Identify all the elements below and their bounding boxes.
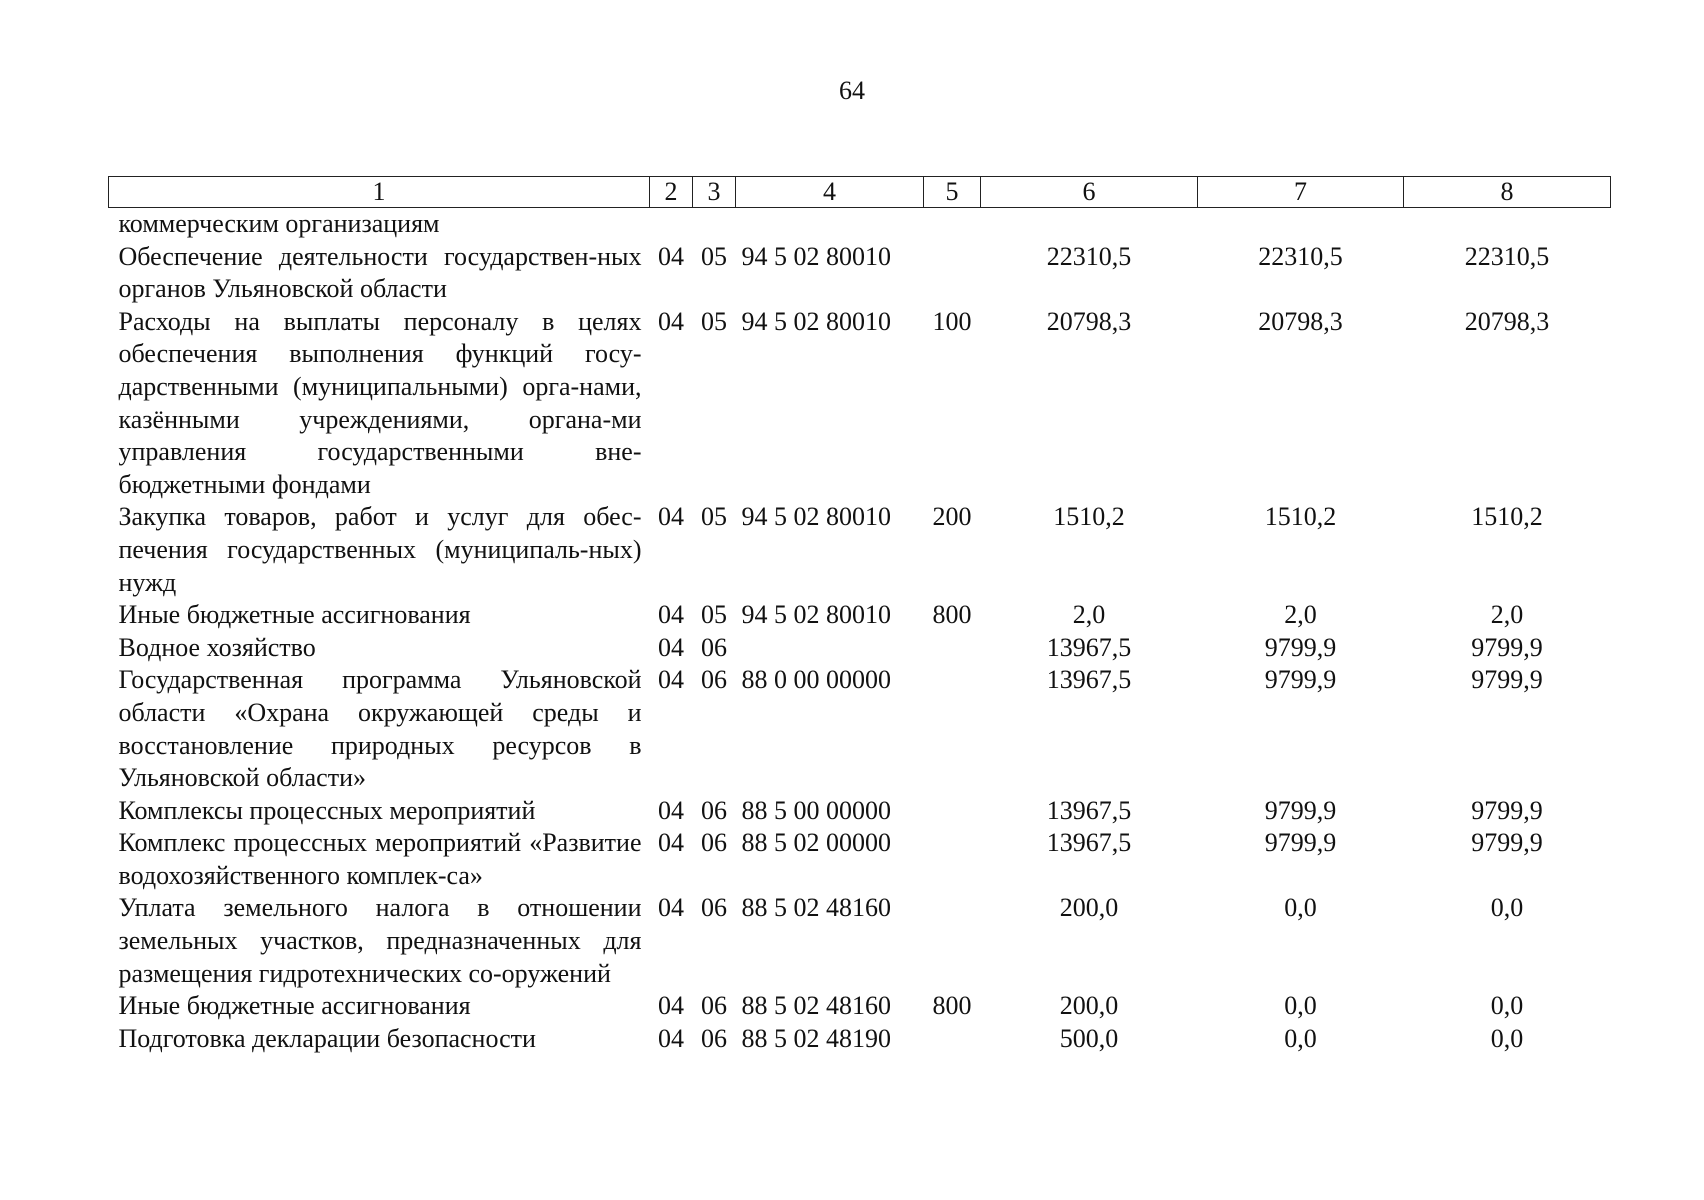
row-description: Комплекс процессных мероприятий «Развитие водохозяйственного комплек-са»: [118, 828, 642, 890]
section-code: 04: [658, 241, 684, 271]
row-description: Иные бюджетные ассигнования: [118, 991, 471, 1021]
amount-year-2: 2,0: [1284, 600, 1317, 630]
amount-year-3: 9799,9: [1471, 828, 1543, 858]
amount-year-3: 20798,3: [1464, 306, 1550, 336]
expense-type-code: 100: [932, 306, 972, 336]
table-row: [109, 892, 1611, 990]
target-article-code: 88 5 00 00000: [741, 795, 891, 825]
amount-year-2: 20798,3: [1258, 306, 1343, 336]
expense-type-code: [924, 892, 981, 990]
column-header: 3: [693, 177, 736, 208]
section-code: 04: [658, 1023, 684, 1053]
table-row: [109, 827, 1611, 892]
target-article-code: 94 5 02 80010: [741, 600, 891, 630]
table-row: [109, 795, 1611, 828]
section-code: [650, 208, 693, 241]
amount-year-3: 0,0: [1490, 893, 1524, 923]
amount-year-3: 9799,9: [1471, 795, 1543, 825]
row-description: коммерческим организациям: [118, 209, 440, 238]
table-header-row: [109, 177, 1611, 208]
section-code: 04: [658, 600, 684, 630]
column-header: 5: [924, 177, 981, 208]
amount-year-1: [981, 208, 1198, 241]
target-article-code: 88 5 02 48190: [741, 1023, 891, 1053]
amount-year-1: 200,0: [1059, 991, 1119, 1021]
amount-year-1: 200,0: [1059, 893, 1119, 923]
column-header: 4: [736, 177, 924, 208]
amount-year-3: 9799,9: [1471, 632, 1543, 662]
amount-year-3: [1404, 208, 1611, 241]
table-body: [109, 208, 1611, 1056]
expense-type-code: 800: [932, 600, 972, 630]
amount-year-2: [1198, 208, 1404, 241]
section-code: 04: [658, 893, 684, 923]
target-article-code: [736, 208, 924, 241]
column-header: 8: [1404, 177, 1611, 208]
amount-year-2: 0,0: [1284, 1023, 1317, 1053]
amount-year-2: 9799,9: [1264, 632, 1337, 662]
section-code: 04: [658, 828, 684, 858]
amount-year-3: 0,0: [1490, 1023, 1524, 1053]
column-header: 7: [1198, 177, 1404, 208]
amount-year-2: 1510,2: [1264, 502, 1337, 532]
target-article-code: 88 5 02 00000: [741, 828, 891, 858]
expense-type-code: 800: [932, 991, 972, 1021]
subsection-code: 06: [701, 991, 727, 1021]
amount-year-1: 1510,2: [1053, 502, 1125, 532]
expense-type-code: [924, 795, 981, 828]
page-number: 64: [839, 76, 865, 105]
amount-year-1: 13967,5: [1046, 828, 1132, 858]
subsection-code: 06: [701, 795, 727, 825]
expense-type-code: [924, 827, 981, 892]
amount-year-3: 2,0: [1490, 600, 1524, 630]
expense-type-code: 200: [932, 502, 972, 532]
column-header: 6: [981, 177, 1198, 208]
target-article-code: [736, 632, 924, 665]
section-code: 04: [658, 306, 684, 336]
subsection-code: 05: [701, 306, 727, 336]
row-description: Уплата земельного налога в отношении земельных участков, предназначенных для размещения гидротехнических со-оружений: [118, 893, 642, 988]
amount-year-3: 9799,9: [1471, 665, 1543, 695]
amount-year-2: 9799,9: [1264, 665, 1337, 695]
subsection-code: 06: [701, 1023, 727, 1053]
amount-year-3: 22310,5: [1464, 241, 1550, 271]
row-description: Подготовка декларации безопасности: [118, 1023, 536, 1053]
row-description: Расходы на выплаты персоналу в целях обеспечения выполнения функций госу-дарственными (муниципальными) орга-нами, казёнными учреждениями, органа-ми управления государственными вне-бюджетными фондами: [118, 306, 642, 499]
subsection-code: 06: [701, 828, 727, 858]
table-row: [109, 306, 1611, 502]
row-description: Обеспечение деятельности государствен-ных органов Ульяновской области: [118, 241, 642, 304]
subsection-code: 06: [701, 893, 727, 923]
subsection-code: 05: [701, 600, 727, 630]
amount-year-1: 13967,5: [1046, 795, 1132, 825]
expense-type-code: [924, 208, 981, 241]
table-row: [109, 632, 1611, 665]
expense-type-code: [924, 664, 981, 794]
expense-type-code: [924, 241, 981, 306]
amount-year-2: 9799,9: [1264, 828, 1337, 858]
table-row: [109, 599, 1611, 632]
subsection-code: 06: [701, 632, 727, 662]
target-article-code: 94 5 02 80010: [741, 306, 891, 336]
amount-year-3: 1510,2: [1471, 502, 1543, 532]
table-row: [109, 1023, 1611, 1056]
section-code: 04: [658, 632, 684, 662]
table-row: [109, 990, 1611, 1023]
subsection-code: 05: [701, 502, 727, 532]
row-description: Иные бюджетные ассигнования: [118, 600, 471, 630]
target-article-code: 94 5 02 80010: [741, 241, 891, 271]
row-description: Закупка товаров, работ и услуг для обес-печения государственных (муниципаль-ных) нужд: [118, 502, 642, 597]
table-row: [109, 241, 1611, 306]
table-row: [109, 208, 1611, 241]
section-code: 04: [658, 991, 684, 1021]
amount-year-1: 2,0: [1072, 600, 1106, 630]
row-description: Комплексы процессных мероприятий: [118, 795, 536, 825]
target-article-code: 88 5 02 48160: [741, 991, 891, 1021]
amount-year-1: 500,0: [1059, 1023, 1119, 1053]
amount-year-2: 0,0: [1284, 991, 1317, 1021]
subsection-code: 05: [701, 241, 727, 271]
target-article-code: 88 0 00 00000: [741, 665, 891, 695]
target-article-code: 94 5 02 80010: [741, 502, 891, 532]
subsection-code: [693, 208, 736, 241]
expense-type-code: [924, 632, 981, 665]
table-row: [109, 501, 1611, 599]
table-row: [109, 664, 1611, 794]
amount-year-2: 9799,9: [1264, 795, 1337, 825]
amount-year-1: 13967,5: [1046, 632, 1132, 662]
column-header: 1: [109, 177, 650, 208]
budget-table: [108, 176, 1611, 1055]
amount-year-1: 22310,5: [1046, 241, 1132, 271]
expense-type-code: [924, 1023, 981, 1056]
column-header: 2: [650, 177, 693, 208]
amount-year-3: 0,0: [1490, 991, 1524, 1021]
amount-year-1: 13967,5: [1046, 665, 1132, 695]
row-description: Государственная программа Ульяновской области «Охрана окружающей среды и восстановление природных ресурсов в Ульяновской области»: [118, 665, 642, 793]
amount-year-2: 0,0: [1284, 893, 1317, 923]
row-description: Водное хозяйство: [118, 632, 316, 662]
subsection-code: 06: [701, 665, 727, 695]
amount-year-2: 22310,5: [1258, 241, 1343, 271]
amount-year-1: 20798,3: [1046, 306, 1132, 336]
target-article-code: 88 5 02 48160: [741, 893, 891, 923]
section-code: 04: [658, 795, 684, 825]
section-code: 04: [658, 665, 684, 695]
section-code: 04: [658, 502, 684, 532]
